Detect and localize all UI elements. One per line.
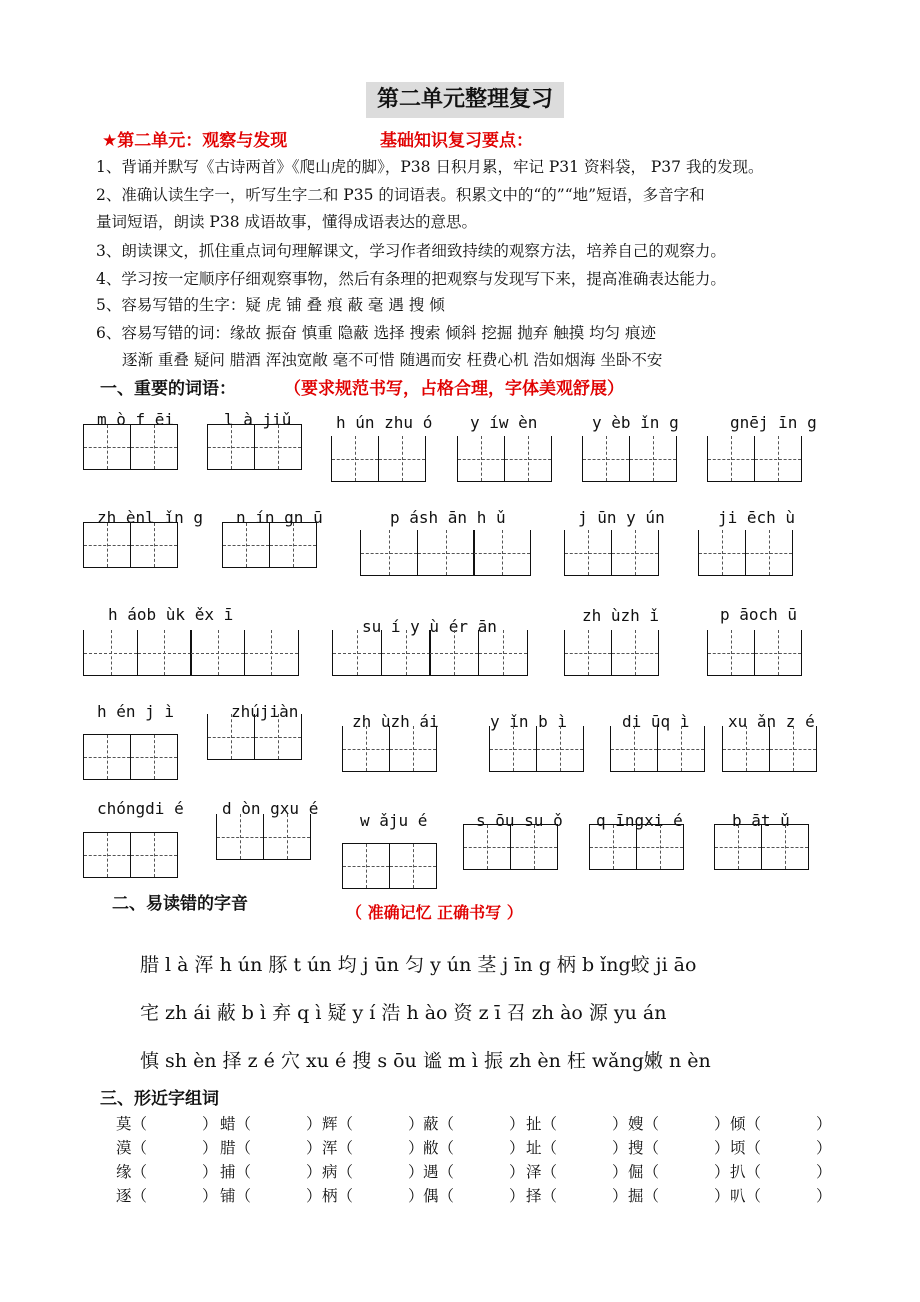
section3-heading: 三、形近字组词: [100, 1089, 219, 1109]
point-6-cont: 逐渐 重叠 疑问 腊酒 浑浊宽敞 毫不可惜 随遇而安 枉费心机 浩如烟海 坐卧不安: [122, 351, 663, 369]
fill-blank[interactable]: ）: [202, 1115, 218, 1133]
similar-char-entry: 缘（: [116, 1163, 148, 1181]
similar-char-entry: 嫂（: [628, 1115, 660, 1133]
fill-blank[interactable]: ）: [408, 1163, 424, 1181]
writing-grid[interactable]: [216, 814, 309, 860]
writing-grid[interactable]: [83, 424, 176, 470]
writing-grid[interactable]: [582, 436, 675, 482]
writing-grid[interactable]: [610, 726, 703, 772]
pinyin-label: zh ènl ǐn g: [97, 508, 203, 527]
fill-blank[interactable]: ）: [509, 1139, 525, 1157]
pinyin-label: chóngdi é: [97, 799, 184, 818]
fill-blank[interactable]: ）: [509, 1187, 525, 1205]
pinyin-label: y íw èn: [470, 413, 538, 432]
point-1: 1、背诵并默写《古诗两首》《爬山虎的脚》，P38 日积月累，牢记 P31 资料袋， P37 我的发现。: [96, 158, 764, 176]
similar-char-entry: 敝（: [423, 1139, 455, 1157]
pinyin-label: j ūn y ún: [578, 508, 665, 527]
fill-blank[interactable]: ）: [408, 1115, 424, 1133]
writing-grid[interactable]: [342, 843, 435, 889]
similar-char-entry: 扒（: [730, 1163, 762, 1181]
section1-note: （要求规范书写，占格合理，字体美观舒展）: [284, 379, 624, 399]
similar-char-entry: 逐（: [116, 1187, 148, 1205]
similar-char-entry: 叭（: [730, 1187, 762, 1205]
similar-char-entry: 偶（: [423, 1187, 455, 1205]
page-title: 第二单元整理复习: [366, 82, 564, 118]
fill-blank[interactable]: ）: [509, 1115, 525, 1133]
fill-blank[interactable]: ）: [612, 1139, 628, 1157]
similar-char-entry: 漠（: [116, 1139, 148, 1157]
pron-line-2: 宅 zh ái 蔽 b ì 弃 q ì 疑 y í 浩 h ào 资 z ī 召 zh ào 源 yu án: [140, 1002, 667, 1024]
similar-char-entry: 倾（: [730, 1115, 762, 1133]
writing-grid[interactable]: [564, 630, 657, 676]
section2-heading: 二、易读错的字音: [112, 894, 248, 914]
similar-char-entry: 辉（: [322, 1115, 354, 1133]
point-4: 4、学习按一定顺序仔细观察事物，然后有条理的把观察与发现写下来，提高准确表达能力。: [96, 270, 726, 288]
pinyin-label: w ǎju é: [360, 811, 428, 830]
similar-char-entry: 捕（: [220, 1163, 252, 1181]
writing-grid[interactable]: [714, 824, 807, 870]
pinyin-label: y èb ǐn g: [592, 413, 679, 432]
fill-blank[interactable]: ）: [202, 1139, 218, 1157]
point-3: 3、朗读课文，抓住重点词句理解课文，学习作者细致持续的观察方法，培养自己的观察力。: [96, 242, 726, 260]
similar-char-entry: 铺（: [220, 1187, 252, 1205]
fill-blank[interactable]: ）: [612, 1187, 628, 1205]
pinyin-label: l à jiǔ: [224, 410, 292, 429]
pinyin-label: q īngxi é: [596, 811, 683, 830]
fill-blank[interactable]: ）: [202, 1187, 218, 1205]
fill-blank[interactable]: ）: [714, 1139, 730, 1157]
point-6: 6、容易写错的词：缘故 振奋 慎重 隐蔽 选择 搜索 倾斜 挖掘 抛弃 触摸 均匀 痕迹: [96, 324, 657, 342]
section2-note: （ 准确记忆 正确书写 ）: [346, 903, 523, 922]
fill-blank[interactable]: ）: [816, 1115, 832, 1133]
pinyin-label: n ín gn ū: [236, 508, 323, 527]
writing-grid[interactable]: [589, 824, 682, 870]
fill-blank[interactable]: ）: [714, 1163, 730, 1181]
pinyin-label: p ásh ān h ǔ: [390, 508, 506, 527]
writing-grid[interactable]: [457, 436, 550, 482]
similar-char-entry: 择（: [526, 1187, 558, 1205]
writing-grid[interactable]: [83, 832, 176, 878]
fill-blank[interactable]: ）: [816, 1187, 832, 1205]
writing-grid[interactable]: [222, 522, 315, 568]
writing-grid[interactable]: [342, 726, 435, 772]
fill-blank[interactable]: ）: [816, 1163, 832, 1181]
writing-grid[interactable]: [698, 530, 791, 576]
pinyin-label: zh ùzh ái: [352, 712, 439, 731]
pinyin-label: zh ùzh ǐ: [582, 606, 660, 625]
pinyin-label: m ò f ēi: [97, 410, 175, 429]
similar-char-entry: 腊（: [220, 1139, 252, 1157]
pinyin-label: su í y ù ér ān: [362, 617, 497, 636]
fill-blank[interactable]: ）: [612, 1115, 628, 1133]
pinyin-label: di ūq ì: [622, 712, 690, 731]
point-2: 2、准确认读生字一，听写生字二和 P35 的词语表。积累文中的“的”“地”短语，多音字和: [96, 186, 705, 204]
pron-line-3: 慎 sh èn 择 z é 穴 xu é 搜 s ōu 谧 m ì 振 zh èn 枉 wǎng嫩 n èn: [140, 1050, 711, 1072]
fill-blank[interactable]: ）: [816, 1139, 832, 1157]
writing-grid[interactable]: [207, 424, 300, 470]
pinyin-label: d òn gxu é: [222, 799, 319, 818]
writing-grid[interactable]: [360, 530, 530, 576]
similar-char-entry: 蔽（: [423, 1115, 455, 1133]
writing-grid[interactable]: [463, 824, 556, 870]
similar-char-entry: 掘（: [628, 1187, 660, 1205]
pinyin-label: b āt ǔ: [732, 811, 790, 830]
writing-grid[interactable]: [489, 726, 582, 772]
similar-char-entry: 蜡（: [220, 1115, 252, 1133]
fill-blank[interactable]: ）: [714, 1187, 730, 1205]
pinyin-label: h én j ì: [97, 702, 175, 721]
basic-heading: 基础知识复习要点：: [380, 131, 533, 151]
writing-grid[interactable]: [707, 436, 800, 482]
similar-char-entry: 浑（: [322, 1139, 354, 1157]
writing-grid[interactable]: [332, 630, 526, 676]
fill-blank[interactable]: ）: [714, 1115, 730, 1133]
similar-char-entry: 泽（: [526, 1163, 558, 1181]
pinyin-label: gnēj īn g: [730, 413, 817, 432]
pinyin-label: ji ēch ù: [718, 508, 796, 527]
writing-grid[interactable]: [83, 522, 176, 568]
fill-blank[interactable]: ）: [306, 1187, 322, 1205]
pinyin-label: p āoch ū: [720, 605, 798, 624]
writing-grid[interactable]: [707, 630, 800, 676]
similar-char-entry: 莫（: [116, 1115, 148, 1133]
fill-blank[interactable]: ）: [612, 1163, 628, 1181]
fill-blank[interactable]: ）: [306, 1139, 322, 1157]
similar-char-entry: 扯（: [526, 1115, 558, 1133]
fill-blank[interactable]: ）: [408, 1187, 424, 1205]
writing-grid[interactable]: [722, 726, 815, 772]
pinyin-label: h ún zhu ó: [336, 413, 433, 432]
similar-char-entry: 柄（: [322, 1187, 354, 1205]
writing-grid[interactable]: [207, 714, 300, 760]
fill-blank[interactable]: ）: [408, 1139, 424, 1157]
similar-char-entry: 顷（: [730, 1139, 762, 1157]
writing-grid[interactable]: [564, 530, 657, 576]
pinyin-label: zhújiàn: [231, 702, 299, 721]
writing-grid[interactable]: [331, 436, 424, 482]
pinyin-label: s ōu su ǒ: [476, 811, 563, 830]
point-5: 5、容易写错的生字：疑 虎 铺 叠 痕 蔽 毫 遇 搜 倾: [96, 296, 445, 314]
similar-char-entry: 遇（: [423, 1163, 455, 1181]
point-2-cont: 量词短语，朗读 P38 成语故事，懂得成语表达的意思。: [96, 213, 478, 231]
fill-blank[interactable]: ）: [306, 1115, 322, 1133]
pinyin-label: xu ǎn z é: [728, 712, 815, 731]
similar-char-entry: 搜（: [628, 1139, 660, 1157]
pron-line-1: 腊 l à 浑 h ún 豚 t ún 均 j ūn 匀 y ún 茎 j īn g 柄 b ǐng蛟 ji āo: [140, 954, 697, 976]
pinyin-label: h áob ùk ěx ī: [108, 605, 234, 624]
writing-grid[interactable]: [83, 734, 176, 780]
unit-heading: ★第二单元：观察与发现: [102, 131, 288, 151]
similar-char-entry: 址（: [526, 1139, 558, 1157]
similar-char-entry: 倔（: [628, 1163, 660, 1181]
section1-heading: 一、重要的词语：: [100, 379, 236, 399]
writing-grid[interactable]: [83, 630, 297, 676]
fill-blank[interactable]: ）: [509, 1163, 525, 1181]
fill-blank[interactable]: ）: [202, 1163, 218, 1181]
similar-char-entry: 病（: [322, 1163, 354, 1181]
pinyin-label: y ǐn b ì: [490, 712, 568, 731]
fill-blank[interactable]: ）: [306, 1163, 322, 1181]
